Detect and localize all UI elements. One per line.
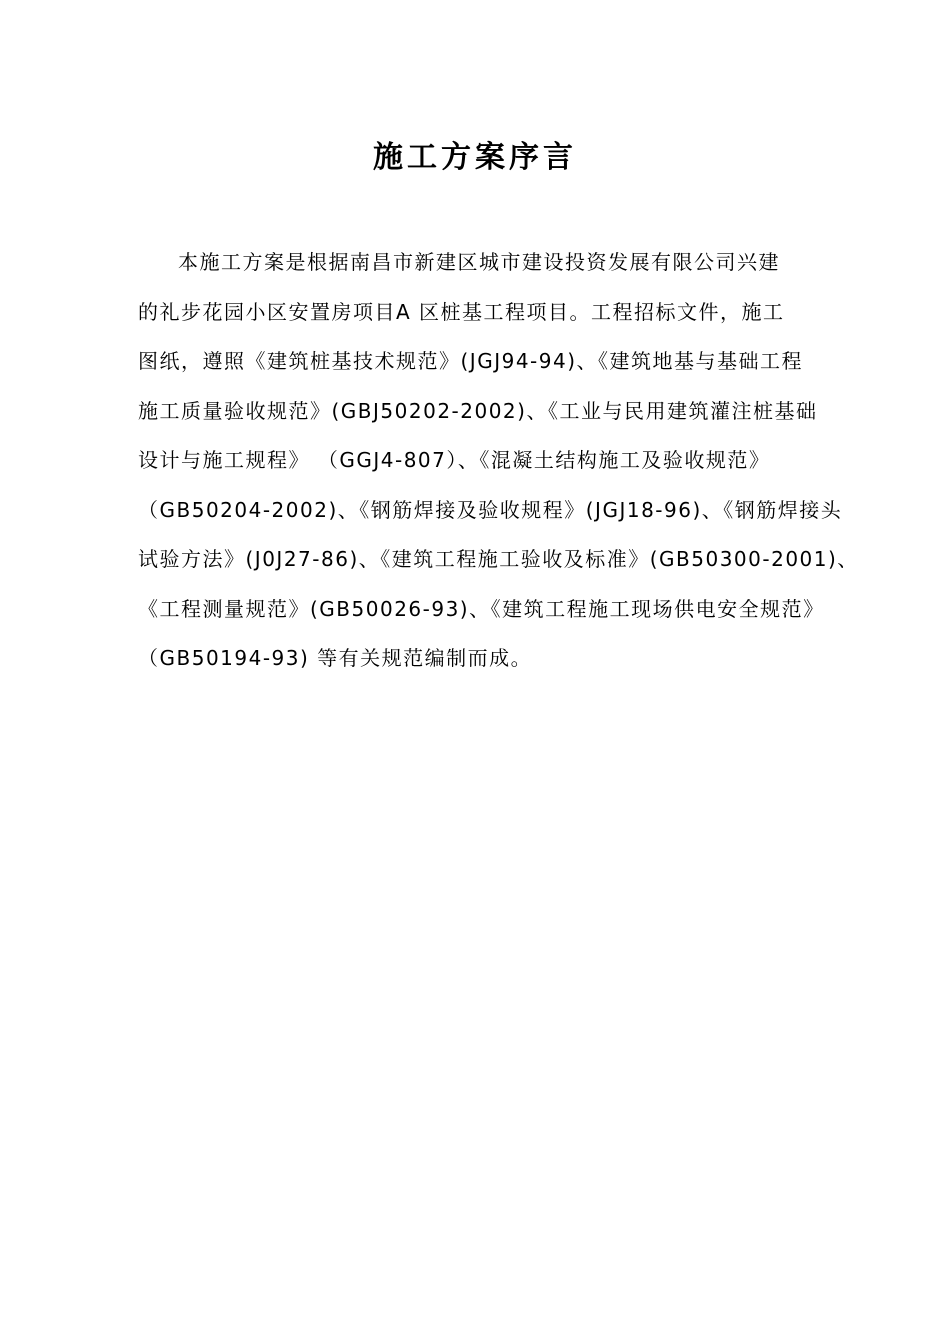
paragraph-line: 图纸，遵照《建筑桩基技术规范》(JGJ94-94)、《建筑地基与基础工程 [138, 349, 804, 373]
paragraph-line: 施工质量验收规范》(GBJ50202-2002)、《工业与民用建筑灌注桩基础 [138, 398, 818, 423]
paragraph-line: 设计与施工规程》 （GGJ4-807）、《混凝土结构施工及验收规范》 [138, 448, 771, 472]
paragraph-line: （GB50204-2002)、《钢筋焊接及验收规程》(JGJ18-96)、《钢筋焊接头 [138, 497, 843, 522]
preface-paragraph [138, 242, 858, 688]
paragraph-line: 的礼步花园小区安置房项目A 区桩基工程项目。工程招标文件，施工 [138, 299, 785, 324]
paragraph-line: （GB50194-93) 等有关规范编制而成。 [138, 646, 533, 670]
paragraph-line: 试验方法》(J0J27-86)、《建筑工程施工验收及标准》(GB50300-2001)、 [138, 547, 859, 571]
paragraph-line: 本施工方案是根据南昌市新建区城市建设投资发展有限公司兴建 [178, 250, 780, 274]
paragraph-line: 《工程测量规范》(GB50026-93)、《建筑工程施工现场供电安全规范》 [138, 596, 825, 621]
page-title: 施工方案序言 [373, 140, 577, 175]
